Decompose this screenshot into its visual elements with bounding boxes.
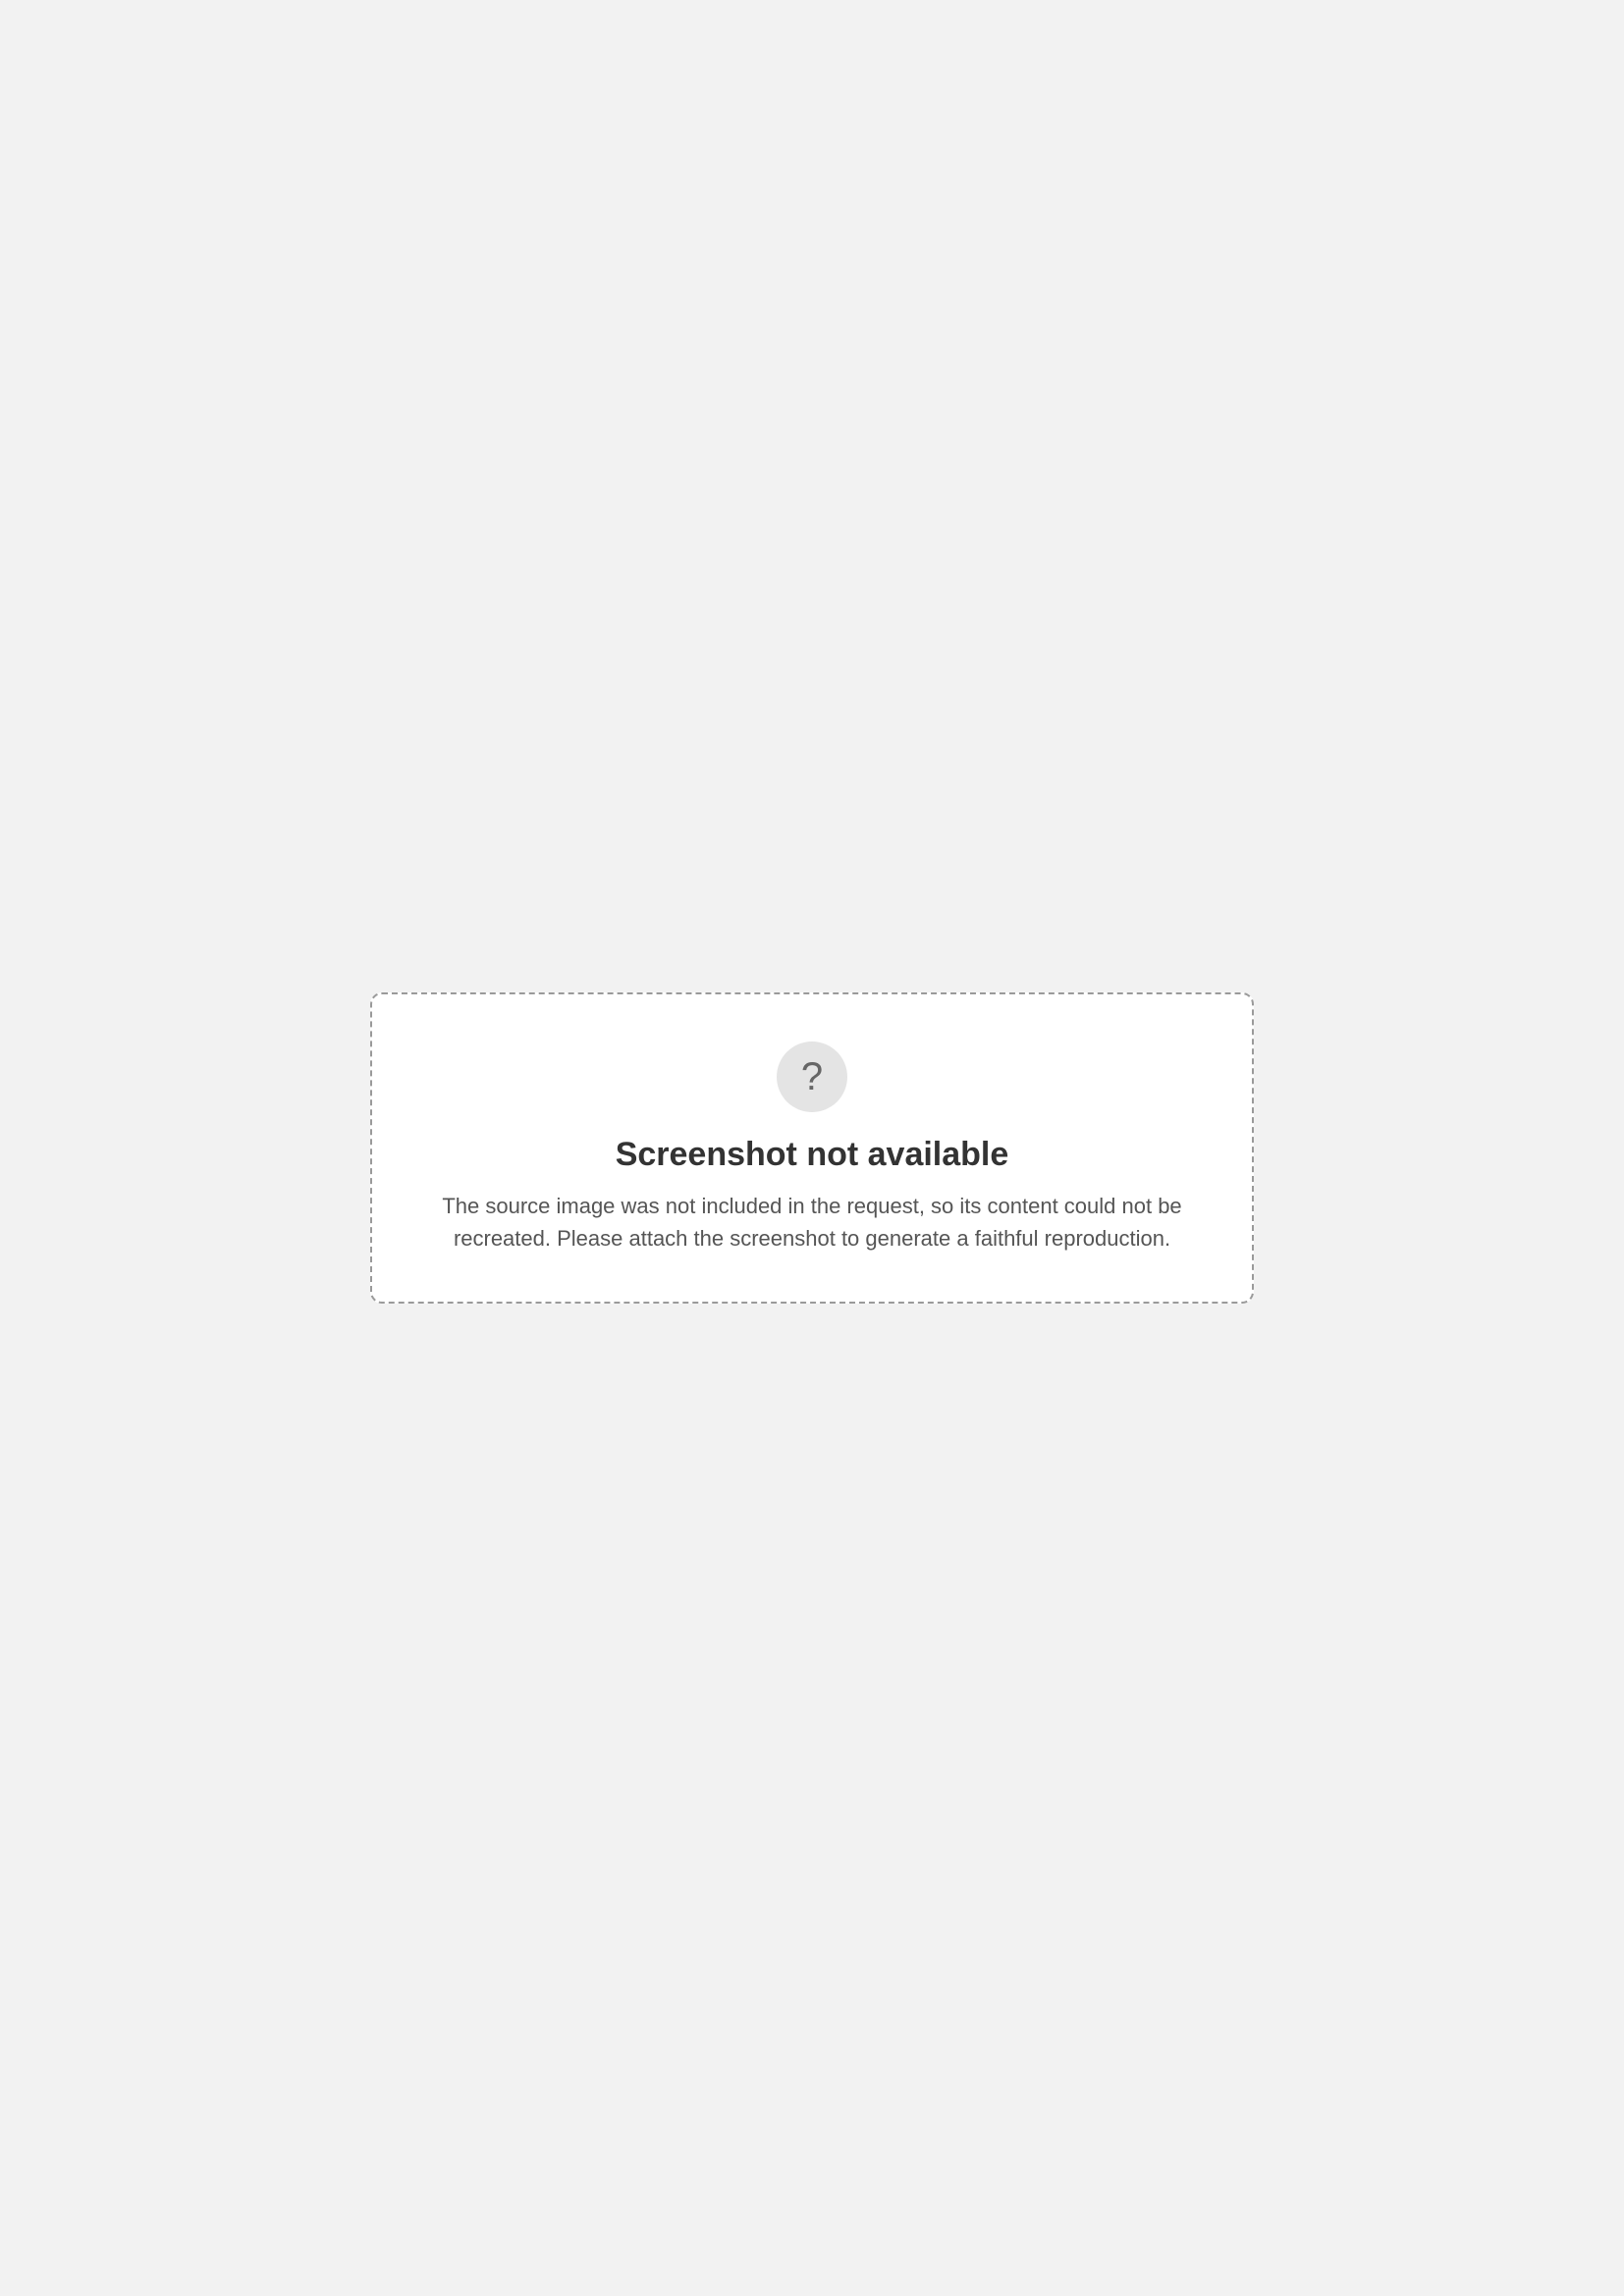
notice-title: Screenshot not available [615, 1136, 1009, 1173]
image-missing-icon: ? [777, 1041, 847, 1112]
notice-body: The source image was not included in the request, so its content could not be recreated. Please attach the screenshot to generate a faithful reproduction. [442, 1194, 1182, 1251]
missing-image-notice [370, 992, 1254, 1304]
